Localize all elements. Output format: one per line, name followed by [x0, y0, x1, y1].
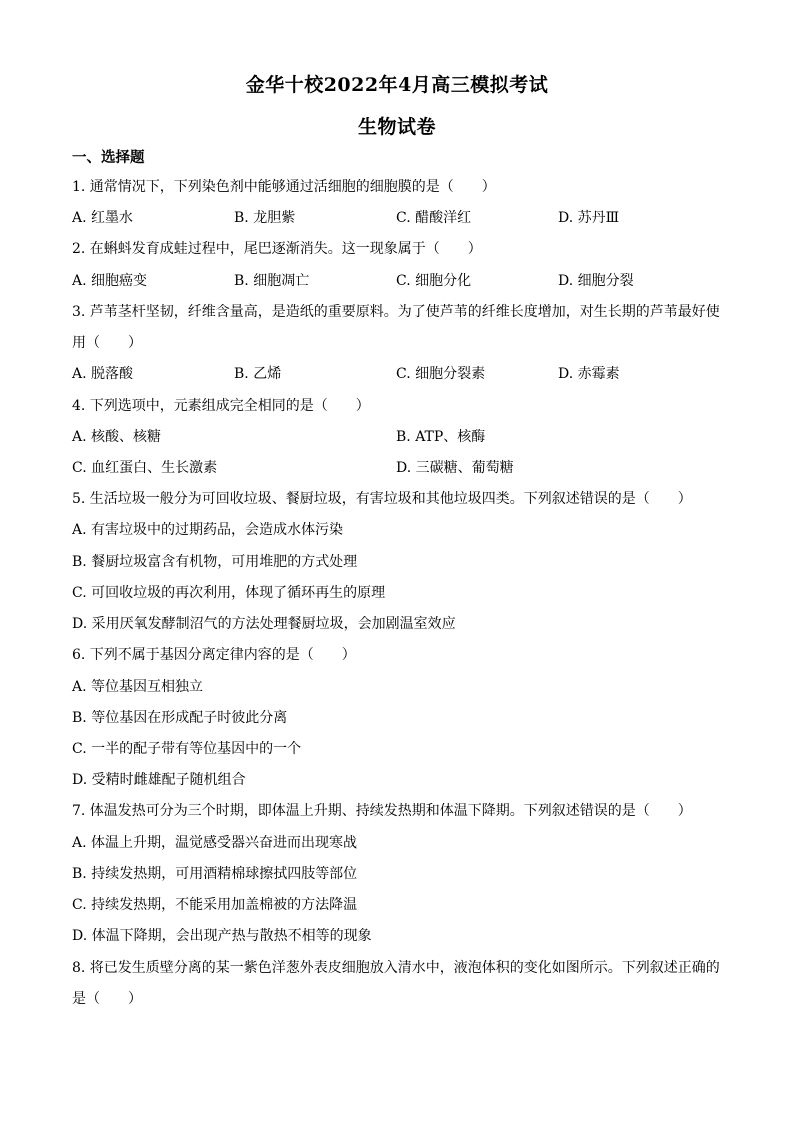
question-1-option-b: B. 龙胆紫 [234, 210, 296, 226]
question-7-stem: 7. 体温发热可分为三个时期，即体温上升期、持续发热期和体温下降期。下列叙述错误的是（ ） [72, 803, 692, 819]
question-4-option-c: C. 血红蛋白、生长激素 [72, 460, 218, 476]
question-7-option-a: A. 体温上升期，温觉感受器兴奋进而出现寒战 [72, 835, 358, 851]
question-7-option-b: B. 持续发热期，可用酒精棉球擦拭四肢等部位 [72, 866, 358, 882]
question-6-option-c: C. 一半的配子带有等位基因中的一个 [72, 741, 302, 757]
question-5-option-a: A. 有害垃圾中的过期药品，会造成水体污染 [72, 522, 344, 538]
question-1-option-c: C. 醋酸洋红 [396, 210, 472, 226]
question-6-stem: 6. 下列不属于基因分离定律内容的是（ ） [72, 647, 356, 663]
question-3-option-d: D. 赤霉素 [558, 366, 620, 382]
question-3-option-a: A. 脱落酸 [72, 366, 134, 382]
question-3-stem-line2: 用（ ） [72, 335, 142, 351]
question-4-option-b: B. ATP、核酶 [396, 429, 486, 445]
question-6-option-d: D. 受精时雌雄配子随机组合 [72, 772, 246, 788]
question-6-option-b: B. 等位基因在形成配子时彼此分离 [72, 710, 288, 726]
question-1-stem: 1. 通常情况下，下列染色剂中能够通过活细胞的细胞膜的是（ ） [72, 179, 496, 195]
exam-subtitle: 生物试卷 [357, 116, 436, 138]
question-4-option-d: D. 三碳糖、葡萄糖 [396, 460, 514, 476]
question-1-option-a: A. 红墨水 [72, 210, 134, 226]
question-3-stem-line1: 3. 芦苇茎杆坚韧，纤维含量高，是造纸的重要原料。为了使芦苇的纤维长度增加，对生长期的芦苇最好使 [72, 304, 720, 320]
question-3-option-b: B. 乙烯 [234, 366, 282, 382]
question-2-option-a: A. 细胞癌变 [72, 273, 148, 289]
question-7-option-d: D. 体温下降期，会出现产热与散热不相等的现象 [72, 928, 372, 944]
exam-title: 金华十校2022年4月高三模拟考试 [245, 74, 549, 96]
question-8-stem-line1: 8. 将已发生质壁分离的某一紫色洋葱外表皮细胞放入清水中，液泡体积的变化如图所示。下列叙述正确的 [72, 960, 720, 976]
question-3-option-c: C. 细胞分裂素 [396, 366, 486, 382]
question-4-stem: 4. 下列选项中，元素组成完全相同的是（ ） [72, 398, 370, 414]
question-5-option-d: D. 采用厌氧发酵制沼气的方法处理餐厨垃圾，会加剧温室效应 [72, 616, 456, 632]
question-2-option-d: D. 细胞分裂 [558, 273, 634, 289]
section-heading: 一、选择题 [72, 149, 145, 166]
question-7-option-c: C. 持续发热期，不能采用加盖棉被的方法降温 [72, 897, 358, 913]
question-5-stem: 5. 生活垃圾一般分为可回收垃圾、餐厨垃圾，有害垃圾和其他垃圾四类。下列叙述错误的是（ ） [72, 491, 692, 507]
question-2-stem: 2. 在蝌蚪发育成蛙过程中，尾巴逐渐消失。这一现象属于（ ） [72, 241, 482, 257]
question-1-option-d: D. 苏丹Ⅲ [558, 210, 620, 226]
question-2-option-b: B. 细胞凋亡 [234, 273, 310, 289]
question-8-stem-line2: 是（ ） [72, 991, 142, 1007]
question-5-option-c: C. 可回收垃圾的再次利用，体现了循环再生的原理 [72, 585, 386, 601]
question-5-option-b: B. 餐厨垃圾富含有机物，可用堆肥的方式处理 [72, 554, 358, 570]
question-4-option-a: A. 核酸、核糖 [72, 429, 162, 445]
question-6-option-a: A. 等位基因互相独立 [72, 679, 204, 695]
question-2-option-c: C. 细胞分化 [396, 273, 472, 289]
